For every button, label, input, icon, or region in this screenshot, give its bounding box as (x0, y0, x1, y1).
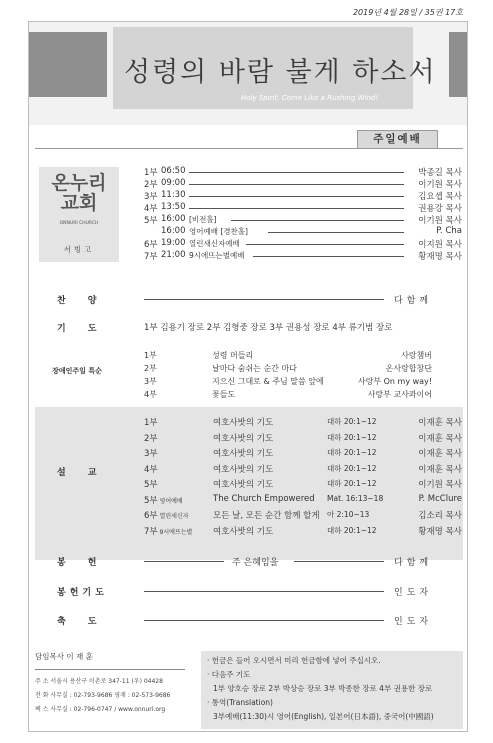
special-performer: 온사랑합창단 (385, 364, 432, 373)
service-name: [비전홀] (189, 215, 217, 224)
sermon-pastor: 이재훈 목사 (418, 418, 462, 428)
special-performer: 사랑부 교사콰이어 (367, 390, 432, 399)
sermon-scripture: 대하 20:1~12 (327, 463, 377, 473)
section-divider (35, 148, 463, 149)
praise-label: 찬양 (57, 296, 119, 306)
sermon-label: 설교 (57, 468, 119, 478)
announcements (201, 651, 463, 729)
address: 주 소 서울시 용산구 이촌로 347-11 (우) 04428 (35, 678, 163, 685)
service-pastor: 황재명 목사 (418, 252, 462, 262)
logo-name-line1: 온누리 (51, 172, 107, 194)
service-leader-line (189, 184, 404, 185)
special-number: 1부 (144, 351, 157, 360)
sermon-pastor: 황재명 목사 (418, 526, 462, 537)
sermon-title: 여호사밧의 기도 (213, 418, 274, 428)
sermon-number: 4부 (144, 464, 158, 475)
special-title: 성령 머들리 (212, 351, 254, 360)
sermon-pastor: 이재훈 목사 (418, 449, 462, 459)
sermon-number: 1부 (144, 418, 158, 428)
service-time: 06:50 (161, 166, 186, 176)
service-row (144, 202, 462, 214)
sermon-number: 5부 (144, 480, 158, 490)
service-row (144, 226, 462, 238)
sermon-row (144, 447, 462, 460)
special-number: 4부 (144, 390, 157, 399)
prayer-label: 기도 (57, 324, 119, 334)
service-pastor: 박종길 목사 (418, 168, 462, 178)
sermon-number: 2부 (144, 433, 158, 444)
service-number: 2부 (144, 180, 158, 190)
service-row (144, 178, 462, 190)
service-name: 영어예배 [경찬홀] (189, 227, 248, 236)
service-time: 16:00 (161, 214, 186, 224)
announcement-next-prayer-title: · 다음주 기도 (207, 670, 251, 679)
service-pastor: P. Cha (436, 226, 462, 236)
sermon-title: The Church Empowered (213, 493, 315, 504)
sermon-row (144, 494, 462, 507)
special-performer: 사랑챔버 (401, 351, 432, 360)
sermon-pastor: P. McClure (418, 493, 462, 504)
announcement-translation: 3부예배(11:30)시 영어(English), 일본어(日本語), 중국어(中國語) (213, 712, 434, 721)
logo-name-line2: 교회 (60, 192, 98, 214)
service-name: 열린새신자예배 (189, 239, 240, 248)
service-pastor: 권용강 목사 (418, 204, 462, 214)
bulletin-frame (28, 21, 468, 732)
sermon-tag: 9시에뜨는별 (157, 528, 193, 536)
banner (29, 22, 467, 125)
sermon-row (144, 525, 462, 538)
sermon-pastor: 이재훈 목사 (418, 433, 462, 444)
sermon-row (144, 432, 462, 445)
sermon-scripture: 대하 20:1~12 (327, 448, 377, 457)
sermon-row (144, 478, 462, 491)
announcement-translation-title: · 통역(Translation) (207, 698, 273, 707)
service-number: 5부 (144, 216, 158, 226)
offering-line-right (294, 561, 384, 562)
announcement-next-prayer: 1부 양호승 장로 2부 박상승 장로 3부 박종한 장로 4부 권용한 장로 (213, 684, 433, 693)
special-music-label: 장애인주일 특순 (52, 367, 102, 375)
banner-right-bar (449, 32, 467, 97)
service-row (144, 238, 462, 250)
service-time: 11:30 (161, 190, 186, 200)
service-row (144, 250, 462, 262)
service-number: 4부 (144, 204, 158, 214)
sermon-pastor: 김소리 목사 (418, 511, 462, 521)
benediction-value: 인도자 (394, 617, 433, 627)
senior-pastor: 담임목사 이 재 훈 (35, 652, 93, 661)
service-row (144, 166, 462, 178)
prayer-value: 1부 김용기 장로 2부 김형중 장로 3부 권용성 장로 4부 류기범 장로 (144, 323, 393, 333)
special-title: 지으신 그대로 & 주님 말씀 앞에 (212, 377, 324, 386)
praise-line (144, 299, 384, 300)
service-leader-line (189, 208, 404, 209)
service-row (144, 214, 462, 226)
sermon-number: 6부 열린새신자 (144, 511, 189, 521)
service-time: 21:00 (161, 250, 186, 260)
banner-title: 성령의 바람 불게 하소서 (124, 57, 437, 88)
sermon-number: 5부 영어예배 (144, 495, 183, 506)
praise-value: 다함께 (394, 296, 433, 306)
special-performer: 사랑부 On my way! (357, 377, 432, 386)
service-leader-line (189, 196, 404, 197)
service-time: 09:00 (161, 178, 186, 188)
service-number: 6부 (144, 240, 158, 250)
service-pastor: 이기원 목사 (418, 216, 462, 226)
sermon-scripture: Mat. 16:13~18 (327, 493, 384, 503)
service-name: 9시에뜨는별예배 (189, 251, 245, 260)
offering-middle: 주 은혜임을 (232, 558, 279, 568)
offering-prayer-value: 인도자 (394, 588, 433, 598)
special-number: 2부 (144, 364, 157, 373)
sermon-tag: 영어예배 (157, 497, 183, 505)
sermon-scripture: 아 2:10~13 (327, 510, 370, 519)
offering-prayer-line (144, 591, 384, 592)
church-contact (35, 651, 185, 718)
sermon-title: 모든 날, 모든 순간 함께 할게 (213, 511, 320, 521)
offering-prayer-label: 봉헌기도 (57, 588, 108, 598)
service-time: 19:00 (161, 238, 186, 248)
service-leader-line (268, 232, 404, 233)
service-time: 16:00 (161, 226, 186, 236)
sermon-title: 여호사밧의 기도 (213, 449, 274, 459)
sermon-row (144, 416, 462, 429)
service-leader-line (246, 244, 405, 245)
offering-label: 봉헌 (57, 558, 119, 568)
section-title: 주일예배 (357, 130, 438, 149)
service-time: 13:50 (161, 202, 186, 212)
service-number: 3부 (144, 192, 158, 202)
church-logo (39, 167, 119, 262)
sermon-title: 여호사밧의 기도 (213, 433, 274, 444)
special-title: 날마다 숨쉬는 순간 마다 (212, 364, 297, 373)
service-pastor: 김요셉 목사 (418, 192, 462, 202)
service-number: 7부 (144, 252, 158, 262)
offering-value: 다함께 (394, 558, 433, 568)
contact-divider (35, 669, 185, 670)
offering-line-left (144, 561, 224, 562)
sermon-scripture: 대하 20:1~12 (327, 479, 377, 488)
sermon-tag: 열린새신자 (157, 513, 189, 520)
special-title: 꽃들도 (212, 390, 236, 399)
banner-left-bar (29, 32, 107, 97)
benediction-label: 축도 (57, 617, 119, 627)
service-pastor: 이기원 목사 (418, 180, 462, 190)
logo-location: 서빙고 (63, 245, 95, 254)
sermon-row (144, 509, 462, 522)
issue-date: 2019년 4월 28일 / 35권 17호 (352, 8, 463, 17)
service-leader-line (253, 256, 404, 257)
sermon-title: 여호사밧의 기도 (213, 480, 274, 490)
sermon-scripture: 대하 20:1~12 (327, 417, 377, 426)
sermon-title: 여호사밧의 기도 (213, 464, 274, 475)
sermon-row (144, 463, 462, 476)
fax-website: 팩 스 사무실 : 02-796-0747 / www.onnuri.org (35, 706, 166, 713)
sermon-pastor: 이기원 목사 (418, 480, 462, 490)
announcement-offering: · 헌금은 들어 오시면서 미리 헌금함에 넣어 주십시오. (207, 656, 381, 665)
service-pastor: 이지원 목사 (418, 240, 462, 250)
service-row (144, 190, 462, 202)
sermon-title: 여호사밧의 기도 (213, 526, 274, 537)
service-leader-line (189, 172, 404, 173)
special-number: 3부 (144, 377, 157, 386)
benediction-line (144, 620, 384, 621)
banner-subtitle: Holy Spirit, Come Like a Rushing Wind! (241, 94, 379, 102)
service-leader-line (231, 220, 405, 221)
sermon-number: 3부 (144, 449, 158, 459)
sermon-pastor: 이재훈 목사 (418, 464, 462, 475)
sermon-scripture: 대하 20:1~12 (327, 432, 377, 442)
phone: 전 화 사무실 : 02-793-9686 영재 : 02-573-9686 (35, 692, 171, 699)
sermon-scripture: 대하 20:1~12 (327, 525, 377, 535)
logo-english-name: ONNURI CHURCH (59, 221, 99, 226)
logo-wordmark (39, 173, 119, 213)
sermon-number: 7부 9시에뜨는별 (144, 526, 193, 537)
service-number: 1부 (144, 168, 158, 178)
